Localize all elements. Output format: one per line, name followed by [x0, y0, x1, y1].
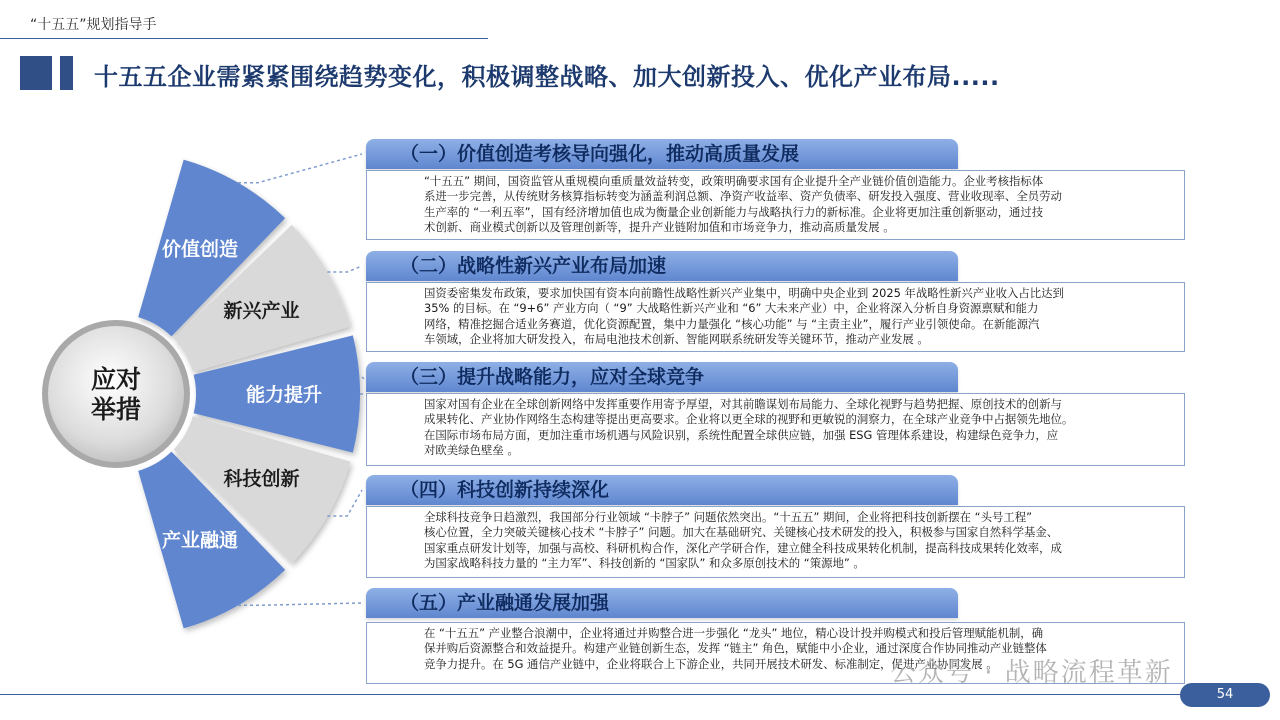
section-1-body: [366, 170, 1185, 240]
watermark: 公众号 · 战略流程革新: [890, 658, 1173, 688]
center-label-line2: 举措: [90, 395, 142, 424]
page-heading: 十五五企业需紧紧围绕趋势变化，积极调整战略、加大创新投入、优化产业布局.....: [94, 63, 1000, 91]
center-label-line1: 应对: [90, 365, 142, 394]
section-1-line: 术创新、商业模式创新以及管理创新等，提升产业链附加值和市场竞争力，推动高质量发展 。: [424, 219, 895, 234]
section-2-body: [366, 282, 1185, 352]
connector-line: [327, 266, 362, 272]
section-1-title: （一）价值创造考核导向强化，推动高质量发展: [366, 139, 958, 169]
section-4-title: （四）科技创新持续深化: [366, 475, 958, 505]
fan-segment-label: 价值创造: [161, 238, 239, 261]
section-4-line: 国家重点研发计划等，加强与高校、科研机构合作，深化产学研合作，建立健全科技成果转化机制，提高科技成果转化效率，成: [424, 540, 1062, 555]
section-2-line: 网络，精准挖掘合适业务赛道，优化资源配置，集中力量强化 “核心功能” 与 “主责主业”，履行产业引领使命。在新能源汽: [424, 316, 1040, 331]
fan-segment-label: 能力提升: [245, 384, 323, 406]
section-4-body: [366, 506, 1185, 578]
fan-segment-label: 科技创新: [223, 468, 300, 490]
section-2-line: 车领域，企业将加大研发投入，布局电池技术创新、智能网联系统研发等关键环节，推动产业发展 。: [424, 331, 929, 346]
document-title: “十五五”规划指导手: [30, 17, 157, 33]
section-4-line: 为国家战略科技力量的 “主力军”、科技创新的 “国家队” 和众多原创技术的 “策源地” 。: [424, 555, 865, 570]
fan-segment-label: 产业融通: [161, 529, 239, 552]
section-5-line: 竞争力提升。在 5G 通信产业链中，企业将联合上下游企业，共同开展技术研发、标准制定，促进产业协同发展 。: [424, 656, 998, 671]
footer-divider: [0, 694, 1180, 695]
center-circle: [48, 326, 184, 462]
section-3-line: 国家对国有企业在全球创新网络中发挥重要作用寄予厚望，对其前瞻谋划布局能力、全球化视野与趋势把握、原创技术的创新与: [424, 397, 1062, 411]
section-3-line: 在国际市场布局方面，更加注重市场机遇与风险识别，系统性配置全球供应链，加强 ESG 管理体系建设，构建绿色竞争力，应: [424, 427, 1059, 442]
section-1-line: 生产率的 “一利五率”，国有经济增加值也成为衡量企业创新能力与战略执行力的新标准。企业将更加注重创新驱动，通过技: [424, 204, 1044, 219]
section-4-line: 全球科技竞争日趋激烈，我国部分行业领域 “卡脖子” 问题依然突出。“十五五” 期间，企业将把科技创新摆在 “头号工程”: [424, 510, 1033, 524]
section-4-line: 核心位置，全力突破关键核心技术 “卡脖子” 问题。加大在基础研究、关键核心技术研发的投入，积极参与国家自然科学基金、: [424, 525, 1059, 540]
section-5-line: 保并购后资源整合和效益提升。构建产业链创新生态，发挥 “链主” 角色，赋能中小企业，通过深度合作协同推动产业链整体: [424, 641, 1047, 656]
page-number: 54: [1180, 683, 1270, 707]
fan-segment-label: 新兴产业: [223, 300, 300, 322]
section-2-line: 国资委密集发布政策，要求加快国有资本向前瞻性战略性新兴产业集中，明确中央企业到 2025 年战略性新兴产业收入占比达到: [424, 286, 1064, 300]
section-1-line: 系进一步完善，从传统财务核算指标转变为涵盖利润总额、净资产收益率、资产负债率、研发投入强度、营业收现率、全员劳动: [424, 189, 1062, 204]
section-3-line: 成果转化、产业协作网络生态构建等提出更高要求。企业将以更全球的视野和更敏锐的洞察力，在全球产业竞争中占据领先地位。: [424, 412, 1074, 427]
section-3-line: 对欧美绿色壁垒 。: [424, 442, 519, 457]
section-2-line: 35% 的目标。在 “9+6” 产业方向（ “9” 大战略性新兴产业和 “6” 大未来产业）中，企业将深入分析自身资源禀赋和能力: [424, 301, 1039, 316]
section-3-body: [366, 393, 1185, 466]
connector-line: [238, 154, 362, 183]
section-5-title: （五）产业融通发展加强: [366, 588, 958, 618]
connector-line: [238, 603, 362, 605]
section-3-title: （三）提升战略能力，应对全球竞争: [366, 362, 958, 392]
section-5-line: 在 “十五五” 产业整合浪潮中，企业将通过并购整合进一步强化 “龙头” 地位，精心设计投并购模式和投后管理赋能机制，确: [424, 626, 1044, 640]
section-2-title: （二）战略性新兴产业布局加速: [366, 251, 958, 281]
section-1-line: “十五五” 期间，国资监管从重规模向重质量效益转变，政策明确要求国有企业提升全产业链价值创造能力。企业考核指标体: [424, 174, 1044, 188]
